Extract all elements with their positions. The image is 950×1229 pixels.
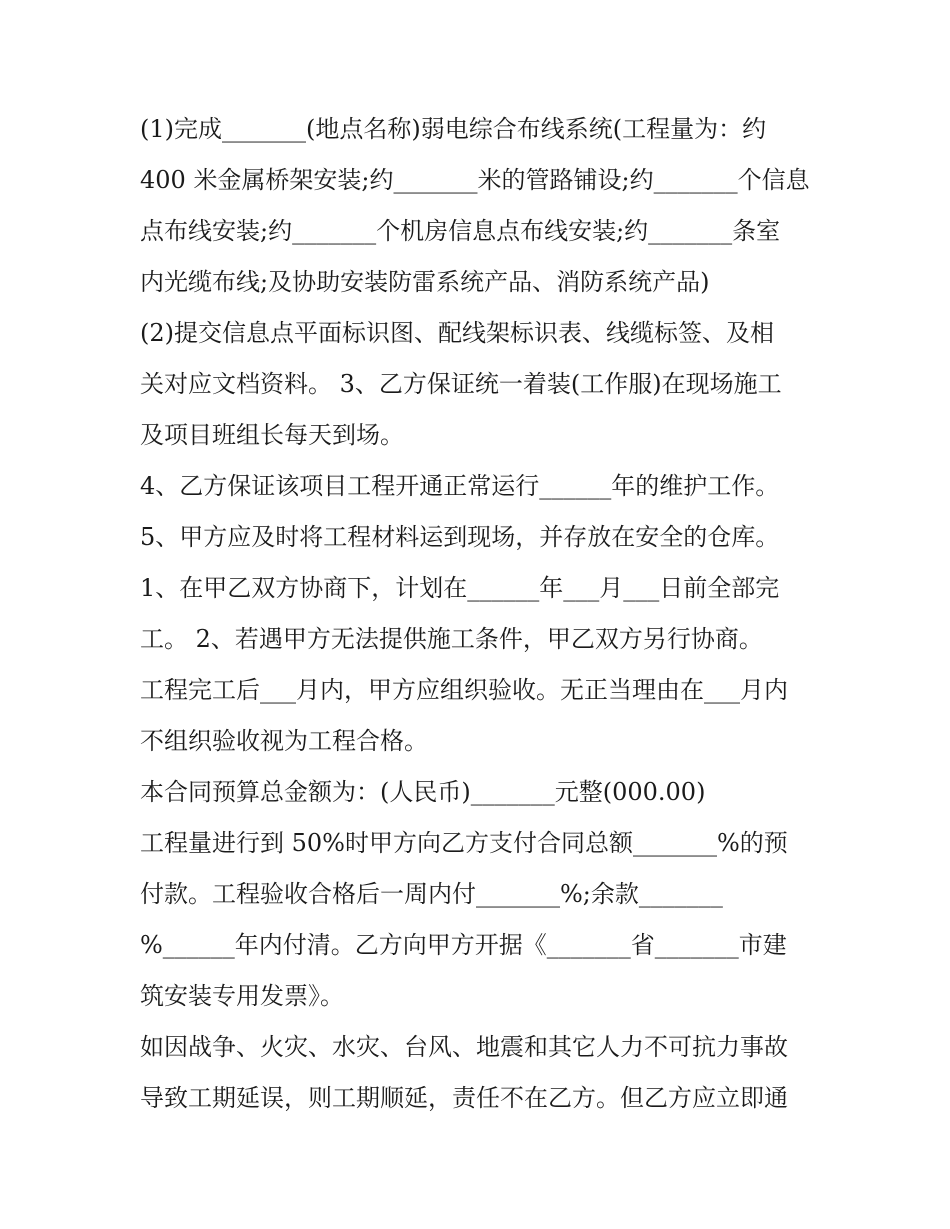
text-line: %______年内付清。乙方向甲方开据《_______省_______市建 [140,931,787,959]
text-line: 及项目班组长每天到场。 [140,421,404,449]
text-line: 5、甲方应及时将工程材料运到现场，并存放在安全的仓库。 [140,523,780,551]
text-line: 不组织验收视为工程合格。 [140,727,428,755]
text-line: 关对应文档资料。 3、乙方保证统一着装(工作服)在现场施工 [140,370,782,398]
text-line: 4、乙方保证该项目工程开通正常运行______年的维护工作。 [140,472,780,500]
text-line: 400 米金属桥架安装;约_______米的管路铺设;约_______个信息 [140,166,810,194]
text-line: 内光缆布线;及协助安装防雷系统产品、消防系统产品) [140,268,710,296]
text-line: 导致工期延误，则工期顺延，责任不在乙方。但乙方应立即通 [140,1084,788,1112]
text-line: 付款。工程验收合格后一周内付_______%;余款_______ [140,880,723,908]
text-line: 工程完工后___月内，甲方应组织验收。无正当理由在___月内 [140,676,788,704]
text-line: 如因战争、火灾、水灾、台风、地震和其它人力不可抗力事故 [140,1033,788,1061]
text-line: 点布线安装;约_______个机房信息点布线安装;约_______条室 [140,217,781,245]
text-line: (1)完成_______(地点名称)弱电综合布线系统(工程量为：约 [140,115,767,143]
text-line: 筑安装专用发票》。 [140,982,344,1010]
text-line: 工程量进行到 50%时甲方向乙方支付合同总额_______%的预 [140,829,788,857]
text-line: (2)提交信息点平面标识图、配线架标识表、线缆标签、及相 [140,319,774,347]
document-body [140,104,820,1124]
text-line: 本合同预算总金额为：(人民币)_______元整(000.00) [140,778,706,806]
text-line: 1、在甲乙双方协商下，计划在______年___月___日前全部完 [140,574,780,602]
text-line: 工。 2、若遇甲方无法提供施工条件，甲乙双方另行协商。 [140,625,763,653]
